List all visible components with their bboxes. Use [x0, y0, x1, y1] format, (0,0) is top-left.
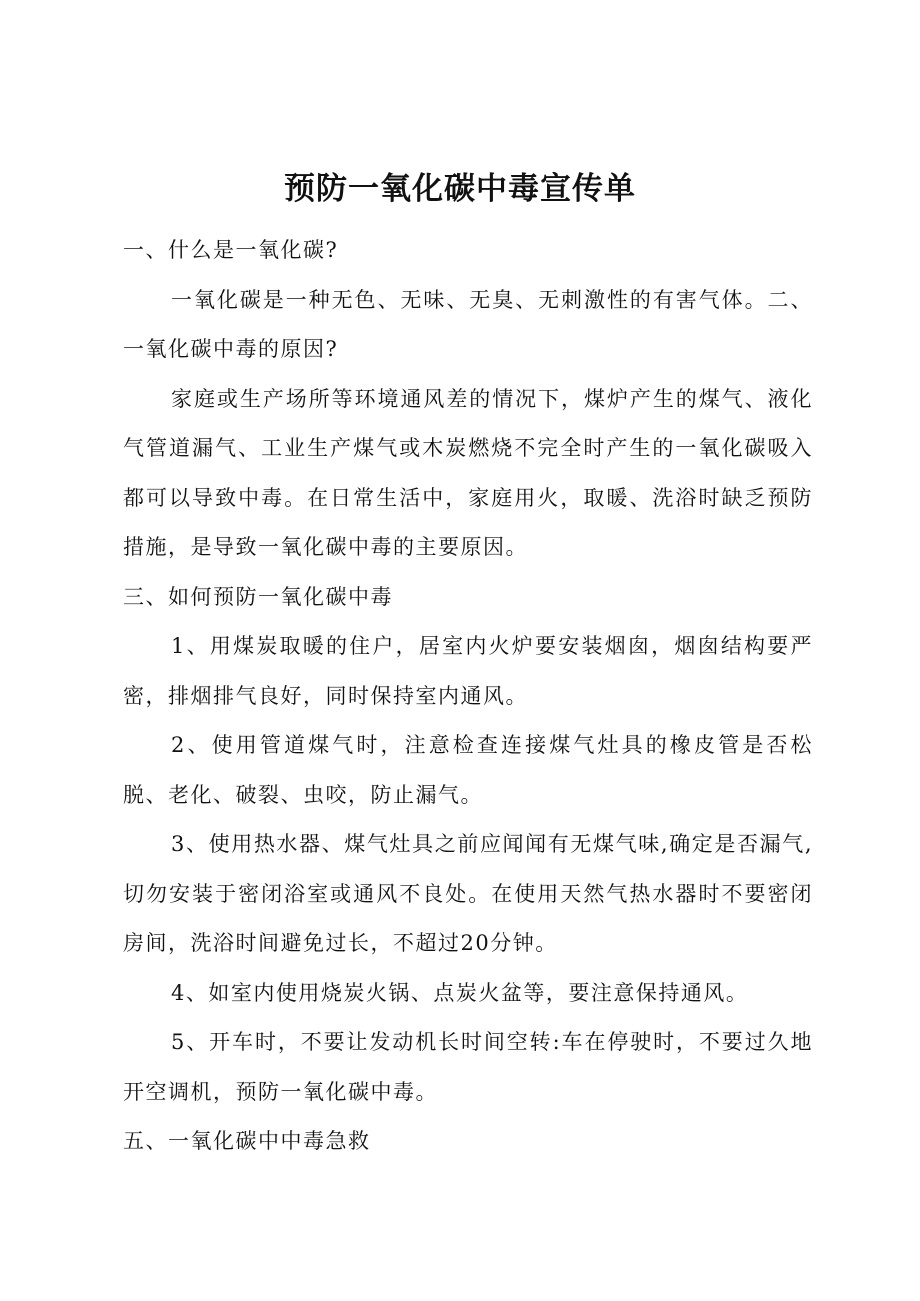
paragraph-co-definition: 一氧化碳是一种无色、无味、无臭、无刺激性的有害气体。二、一氧化碳中毒的原因? — [123, 287, 813, 361]
prevention-item-2: 2、使用管道煤气时，注意检查连接煤气灶具的橡皮管是否松脱、老化、破裂、虫咬，防止漏气。 — [123, 733, 813, 807]
page-title: 预防一氧化碳中毒宣传单 — [284, 171, 636, 207]
prevention-item-3: 3、使用热水器、煤气灶具之前应闻闻有无煤气味,确定是否漏气,切勿安装于密闭浴室或通风不良处。在使用天然气热水器时不要密闭房间，洗浴时间避免过长，不超过20分钟。 — [123, 832, 813, 955]
section-heading-first-aid: 五、一氧化碳中中毒急救 — [123, 1129, 371, 1153]
prevention-item-4: 4、如室内使用烧炭火锅、点炭火盆等，要注意保持通风。 — [171, 980, 749, 1005]
prevention-item-1: 1、用煤炭取暖的住户，居室内火炉要安装烟囱，烟囱结构要严密，排烟排气良好，同时保持室内通风。 — [123, 634, 813, 708]
document-body — [123, 226, 813, 1167]
section-heading-prevention: 三、如何预防一氧化碳中毒 — [123, 584, 393, 609]
prevention-item-5: 5、开车时，不要让发动机长时间空转:车在停驶时，不要过久地开空调机，预防一氧化碳中毒。 — [123, 1030, 813, 1104]
section-heading-what-is-co: 一、什么是一氧化碳? — [123, 238, 339, 262]
paragraph-poisoning-causes: 家庭或生产场所等环境通风差的情况下，煤炉产生的煤气、液化气管道漏气、工业生产煤气或木炭燃烧不完全时产生的一氧化碳吸入都可以导致中毒。在日常生活中，家庭用火，取暖、洗浴时缺乏预防措施，是导致一氧化碳中毒的主要原因。 — [123, 386, 813, 559]
